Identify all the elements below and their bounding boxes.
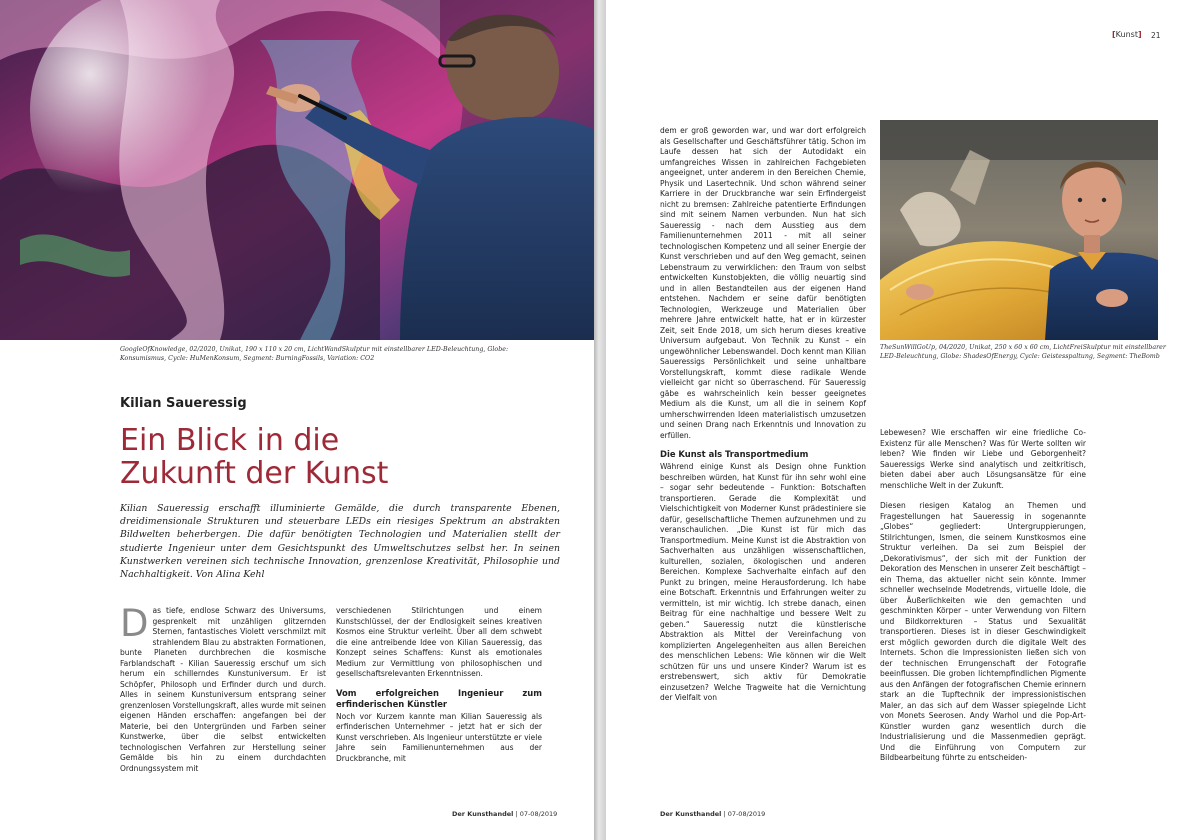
right-col1-paragraph-b: Während einige Kunst als Design ohne Funktion beschreiben würden, hat Kunst für ihn sehr wohl eine – sogar sehr bedeutende – Funktion: Botschaften transportieren. Gerade die Komplexität und Vielschichtigkeit von Moderner Kunst prädestiniere sie dafür, gesellschaftliche Themen aufzunehmen und zu veranschaulichen. „Die Kunst ist für mich das Transportmedium. Meine Kunst ist die Abstraktion von Sachverhalten aus unzähligen wissenschaftlichen, kulturellen, sozialen, ökologischen und anderen Bereichen. Komplexe Sachverhalte einfach auf den Punkt zu bringen, meine Herausforderung. Ich habe eine Botschaft. Erkenntnis und Erfahrungen weiter zu vermitteln, ist mir wichtig. Ich strebe danach, einen Beitrag für eine nachhaltige und bessere Welt zu geben.“ Saueressig nutzt die künstlerische Abstraktion als Mittel der Vereinfachung von komplizierten Angelegenheiten aus allen Bereichen des menschlichen Lebens: Wie können wir die Welt schützen für uns und unsere Kinder? Warum ist es erstrebenswert, sich aktiv für Demokratie einzusetzen? Welche Tragweite hat die Vernichtung der Vielfalt von bbox=[660, 462, 866, 702]
portrait-photo-artist bbox=[880, 120, 1158, 340]
right-column-2 bbox=[880, 428, 1086, 764]
left-footer bbox=[452, 810, 557, 818]
article-lede: Kilian Saueressig erschafft illuminierte Gemälde, die durch transparente Ebenen, dreidimensionale Strukturen und steuerbare LEDs ein riesiges Spektrum an abstrakten Bildwelten beherbergen. Die dafür benötigten Technologien und Materialien stellt der studierte Ingenieur unter dem Gesichtspunkt des Umweltschutzes selbst her. In seinen Kunstwerken vereinen sich technische Innovation, grenzenlose Kreativität, Philosophie und Nachhaltigkeit. Von Alina Kehl bbox=[120, 503, 560, 581]
footer-magazine-name: Der Kunsthandel bbox=[660, 810, 722, 818]
footer-issue: | 07-08/2019 bbox=[515, 810, 558, 818]
hero-photo-artist-painting bbox=[0, 0, 594, 340]
author-name: Kilian Saueressig bbox=[120, 396, 247, 411]
headline-line-2: Zukunft der Kunst bbox=[120, 456, 389, 491]
right-page bbox=[606, 0, 1200, 840]
headline-line-1: Ein Blick in die bbox=[120, 423, 340, 458]
portrait-caption: TheSunWillGoUp, 04/2020, Unikat, 250 x 60 x 60 cm, LichtFreiSkulptur mit einstellbarer LED-Beleuchtung, Globe: ShadesOfEnergy, Cycle: Geistesspaltung, Segment: TheBomb bbox=[880, 344, 1166, 360]
left-col2-paragraph-b: Noch vor Kurzem kannte man Kilian Saueressig als erfinderischen Unternehmer – jetzt hat er sich der Kunst verschrieben. Als Ingenieur unterstützte er viele Jahre sein Familienunternehmen aus der Druckbranche, mit bbox=[336, 711, 542, 763]
dropcap-letter: D bbox=[120, 602, 149, 645]
right-col2-paragraph-b: Diesen riesigen Katalog an Themen und Fragestellungen hat Saueressig in sogenannte „Globes“ gegliedert: Untergruppierungen, Stilrichtungen, Ismen, die seinem Kunstkosmos eine Struktur verleihen. Da sei zum Beispiel der „Dekorativismus“, der sich mit der Funktion der Dekoration des Menschen in unserer Zeit beschäftigt – ein Thema, das aktueller nicht sein könnte. Immer schneller wechselnde Modetrends, virtuelle Idole, die über Äußerlichkeiten wie den gemachten und geschminkten Körper – unter Verwendung von Filtern und Bildkorrekturen – Status und Sexualität transportieren. Dieses ist in dieser Geschwindigkeit erst möglich geworden durch die digitale Welt des Internets. Schon die Impressionisten ließen sich von der technischen Errungenschaft der Fotografie beeinflussen. Die groben lichtempfindlichen Pigmente aus den Anfängen der fotografischen Chemie erinnern stark an die Tupftechnik der impressionistischen Maler, an das sich auf dem Wasser spiegelnde Licht von Monets Seerosen. Andy Warhol und die Pop-Art-Künstler wurden ganz wesentlich durch die Industrialisierung und die Massenmedien geprägt. Und die Einführung von Computern zur Bildbearbeitung führte zu entscheiden- bbox=[880, 501, 1086, 762]
hero-caption: GoogleOfKnowledge, 02/2020, Unikat, 190 x 110 x 20 cm, LichtWandSkulptur mit einstellbarer LED-Beleuchtung, Globe: Konsumismus, Cycle: HuMenKonsum, Segment: BurningFossils, Variation: CO2 bbox=[120, 346, 509, 362]
subheading-transportmedium: Die Kunst als Transportmedium bbox=[660, 449, 809, 459]
page-number: 21 bbox=[1151, 31, 1161, 40]
section-tag-label: Kunst bbox=[1115, 30, 1138, 39]
footer-issue: | 07-08/2019 bbox=[723, 810, 766, 818]
left-column-2 bbox=[336, 606, 542, 764]
section-bracket-close-icon: ] bbox=[1137, 30, 1142, 39]
section-bracket-open-icon: [ bbox=[1112, 30, 1116, 39]
article-headline bbox=[120, 424, 560, 490]
right-column-1 bbox=[660, 126, 866, 704]
right-footer bbox=[660, 810, 765, 818]
left-page bbox=[0, 0, 594, 840]
left-col1-paragraph: as tiefe, endlose Schwarz des Universums, gesprenkelt mit unzähligen glitzernden Sternen, fantastisches Violett verschmilzt mit strahlendem Blau zu abstrakten Formationen, bunte Planeten durchbrechen die kosmische Farblandschaft - Kilian Saueressig erschuf um sich herum ein schillerndes Kunstuniversum. Er ist Schöpfer, Philosoph und Erfinder durch und durch. Alles in seinem Kunstuniversum entsprang seiner grenzenlosen Vorstellungskraft, alles wurde mit seinen eigenen Händen erschaffen: angefangen bei der Materie, bei den Untergründen und Farben seiner Kunstwerke, über die selbst entwickelten technologischen Verfahren zur Herstellung seiner Gemälde bis hin zu einem durchdachten Ordnungssystem mit bbox=[120, 606, 326, 773]
right-col1-paragraph-a: dem er groß geworden war, und war dort erfolgreich als Gesellschafter und Geschäftsführer tätig. Schon im Laufe dessen hat sich der Autodidakt ein umfangreiches Wissen in zahlreichen Fachgebieten angeeignet, unter anderem in den Bereichen Chemie, Physik und Lasertechnik. Und schon während seiner Karriere in der Druckbranche war sein Erfindergeist nicht zu bremsen: Zahlreiche patentierte Erfindungen sind mit seinem Namen verbunden. Nun hat sich Saueressig - nach dem Ausstieg aus dem Familienunternehmen 2011 - mit all seiner technologischen Kompetenz und all seiner Energie der Kunst verschrieben und auf den Weg gemacht, seinen Lebenstraum zu verwirklichen: den Traum von selbst entwickelten Kunstobjekten, die völlig neuartig sind und in allen Bestandteilen aus der eigenen Hand entstehen. Nachdem er seine dafür benötigten Technologien, Werkzeuge und Materialien über mehrere Jahre entwickelt hatte, hat er in kürzester Zeit, seit Ende 2018, um sich herum dieses kreative Universum aufgebaut. Von Technik zu Kunst – ein ungewöhnlicher Lebenswandel. Doch kennt man Kilian Saueressigs Persönlichkeit und seine unhaltbare Vorstellungskraft, kommt diese radikale Wende vielleicht gar nicht so überraschend. Für Saueressig gäbe es wahrscheinlich kein besser geeignetes Medium als die Kunst, um all die in seinem Kopf umherschwirrenden Ideen materialistisch umzusetzen und seinen Drang nach Erkenntnis und Innovation zu erfüllen. bbox=[660, 126, 866, 440]
page-gutter bbox=[594, 0, 606, 840]
footer-magazine-name: Der Kunsthandel bbox=[452, 810, 514, 818]
subheading-ingenieur: Vom erfolgreichen Ingenieur zum erfinderischen Künstler bbox=[336, 687, 542, 709]
section-tag bbox=[1112, 30, 1142, 39]
left-col2-paragraph: verschiedenen Stilrichtungen und einem Kunstschlüssel, der der Endlosigkeit seines kreativen Kosmos eine Struktur verleiht. Über all dem schwebt die eine antreibende Idee von Kilian Saueressig, das Konzept seines Schaffens: Kunst als emotionales Medium zur Vermittlung von philosophischen und gesellschaftsrelevanten Erkenntnissen. bbox=[336, 606, 542, 678]
paragraph-spacer bbox=[880, 491, 1086, 501]
right-col2-paragraph-a: Lebewesen? Wie erschaffen wir eine friedliche Co-Existenz für alle Menschen? Was für Werte sollten wir leben? Wie finden wir Liebe und Geborgenheit? Saueressigs Werke sind analytisch und zeitkritisch, bieten dabei aber auch Lösungsansätze für eine menschliche Welt in der Zukunft. bbox=[880, 428, 1086, 490]
left-column-1 bbox=[120, 602, 326, 774]
